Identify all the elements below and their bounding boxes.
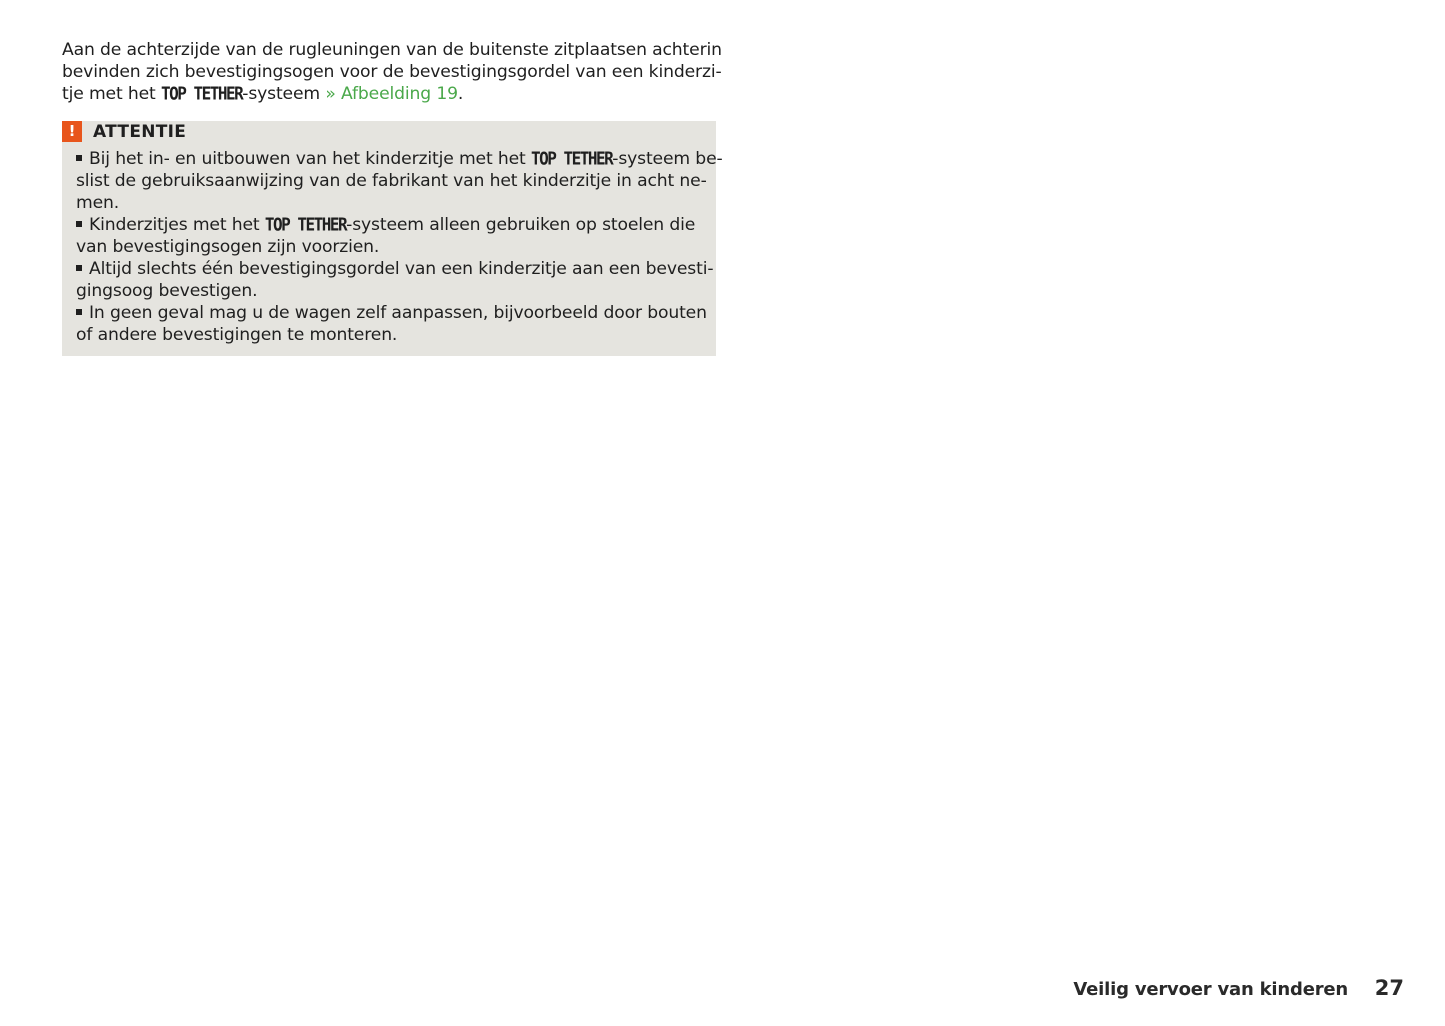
- intro-line-3: [62, 83, 712, 105]
- warning-item-3-line-2: gingsoog bevestigen.: [76, 281, 258, 301]
- top-tether-brand: TOP TETHER: [264, 214, 347, 235]
- bullet-icon: [76, 221, 82, 227]
- intro-line-2: bevinden zich bevestigingsogen voor de bevestigingsgordel van een kinderzi-: [62, 62, 722, 82]
- warning-text: In geen geval mag u de wagen zelf aanpassen, bijvoorbeeld door bouten: [89, 303, 707, 323]
- warning-item-2-line-2: van bevestigingsogen zijn voorzien.: [76, 237, 380, 257]
- warning-item-1-line-3: men.: [76, 193, 120, 213]
- footer-section-title: Veilig vervoer van kinderen: [1073, 979, 1348, 1000]
- warning-item-1-line-2: slist de gebruiksaanwijzing van de fabrikant van het kinderzitje in acht ne-: [76, 171, 707, 191]
- bullet-icon: [76, 155, 82, 161]
- warning-text: -systeem alleen gebruiken op stoelen die: [346, 215, 696, 235]
- intro-text: -systeem: [242, 84, 326, 104]
- warning-item-1-line-1: [76, 148, 723, 170]
- warning-text: Bij het in- en uitbouwen van het kinderzitje met het: [89, 149, 531, 169]
- warning-title: ATTENTIE: [93, 122, 187, 142]
- warning-text: Altijd slechts één bevestigingsgordel van een kinderzitje aan een bevesti-: [89, 259, 714, 279]
- page-number: 27: [1374, 976, 1404, 1000]
- warning-item-2-line-1: [76, 214, 706, 236]
- warning-item-3-line-1: [76, 258, 714, 280]
- figure-reference-link[interactable]: » Afbeelding 19: [325, 84, 458, 104]
- intro-line-1: Aan de achterzijde van de rugleuningen van de buitenste zitplaatsen achterin: [62, 40, 722, 60]
- warning-text: -systeem be-: [612, 149, 723, 169]
- top-tether-brand: TOP TETHER: [160, 83, 243, 104]
- bullet-icon: [76, 265, 82, 271]
- top-tether-brand: TOP TETHER: [530, 148, 613, 169]
- warning-item-4-line-2: of andere bevestigingen te monteren.: [76, 325, 398, 345]
- warning-item-4-line-1: [76, 302, 706, 324]
- intro-text: tje met het: [62, 84, 161, 104]
- warning-box: [62, 121, 723, 356]
- intro-text: .: [457, 84, 464, 104]
- bullet-icon: [76, 309, 82, 315]
- warning-text: Kinderzitjes met het: [89, 215, 265, 235]
- warning-exclamation-icon: !: [62, 121, 82, 142]
- intro-paragraph: [62, 39, 722, 105]
- warning-list: [76, 148, 723, 346]
